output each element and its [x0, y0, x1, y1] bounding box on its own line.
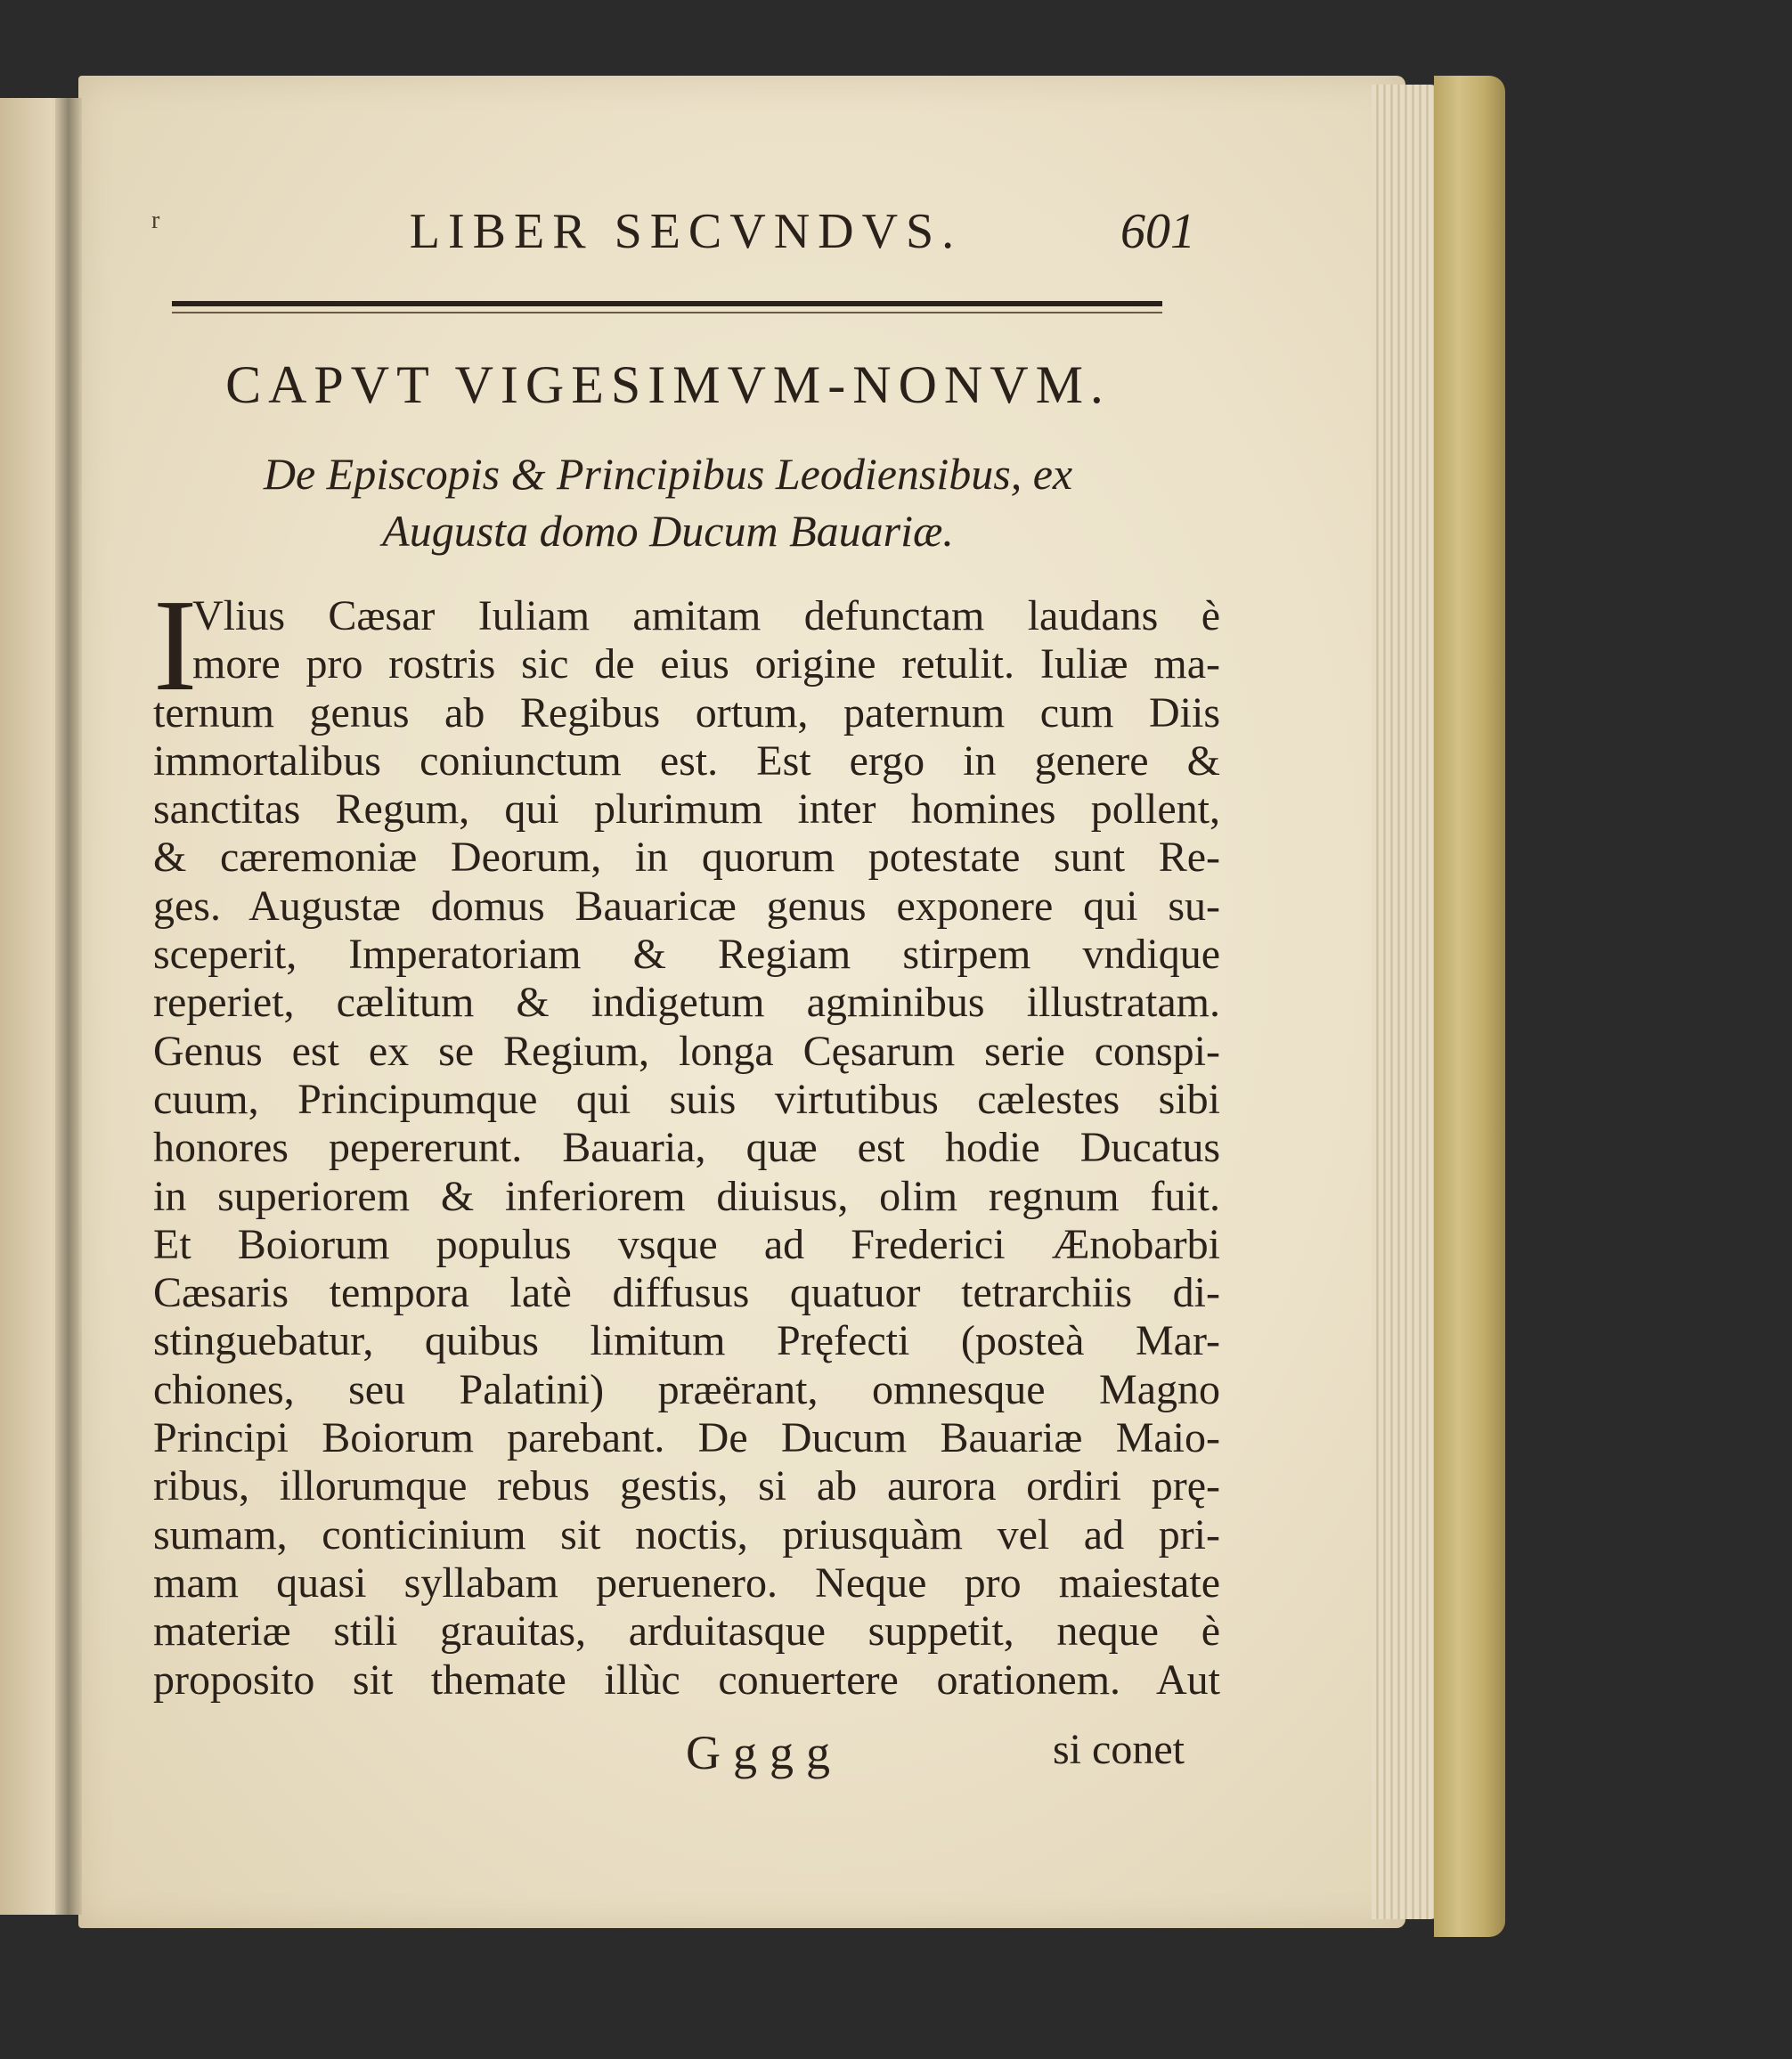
text-line: cuum, Principumque qui suis virtutibus cælestes sibi — [153, 1075, 1220, 1123]
text-line: Vlius Cæsar Iuliam amitam defunctam laudans è — [192, 592, 1220, 639]
text-line: sumam, conticinium sit noctis, priusquàm vel ad pri- — [153, 1510, 1220, 1558]
text-line: ternum genus ab Regibus ortum, paternum cum Diis — [153, 688, 1220, 737]
text-line: ges. Augustæ domus Bauaricæ genus exponere qui su- — [153, 882, 1220, 930]
chapter-subtitle — [214, 445, 1122, 559]
header-rule — [172, 301, 1162, 306]
text-line: proposito sit themate illùc conuertere orationem. Aut — [153, 1656, 1220, 1704]
header-rule-thin — [172, 312, 1162, 313]
catchword: si conet — [1053, 1726, 1185, 1773]
text-line: in superiorem & inferiorem diuisus, olim regnum fuit. — [153, 1172, 1220, 1220]
signature-mark: Gggg — [686, 1726, 843, 1779]
text-line: reperiet, cælitum & indigetum agminibus illustratam. — [153, 979, 1220, 1027]
chapter-title: CAPVT VIGESIMVM-NONVM. — [225, 355, 1111, 414]
subtitle-line: De Episcopis & Principibus Leodiensibus, ex — [263, 449, 1073, 499]
text-line: sanctitas Regum, qui plurimum inter homines pollent, — [153, 785, 1220, 834]
corner-mark: r — [151, 207, 160, 234]
text-line: sceperit, Imperatoriam & Regiam stirpem vndique — [153, 931, 1220, 979]
text-line: more pro rostris sic de eius origine retulit. Iuliæ ma- — [192, 640, 1220, 688]
text-line: & cæremoniæ Deorum, in quorum potestate sunt Re- — [153, 834, 1220, 882]
text-line: materiæ stili grauitas, arduitasque suppetit, neque è — [153, 1607, 1220, 1656]
text-line: immortalibus coniunctum est. Est ergo in genere & — [153, 737, 1220, 785]
text-line: chiones, seu Palatini) præërant, omnesque Magno — [153, 1365, 1220, 1413]
text-line: Principi Boiorum parebant. De Ducum Bauariæ Maio- — [153, 1414, 1220, 1462]
text-line: Genus est ex se Regium, longa Cęsarum serie conspi- — [153, 1027, 1220, 1075]
text-line: stinguebatur, quibus limitum Pręfecti (posteà Mar- — [153, 1317, 1220, 1365]
page-number: 601 — [1120, 204, 1195, 259]
running-head: LIBER SECVNDVS. — [409, 204, 963, 259]
text-line: mam quasi syllabam peruenero. Neque pro maiestate — [153, 1558, 1220, 1607]
drop-cap: I — [153, 573, 198, 719]
text-line: honores pepererunt. Bauaria, quæ est hodie Ducatus — [153, 1124, 1220, 1172]
text-line: Cæsaris tempora latè diffusus quatuor tetrarchiis di- — [153, 1269, 1220, 1317]
subtitle-line: Augusta domo Ducum Bauariæ. — [382, 506, 954, 556]
text-line: ribus, illorumque rebus gestis, si ab aurora ordiri prę- — [153, 1462, 1220, 1510]
text-line: Et Boiorum populus vsque ad Frederici Ænobarbi — [153, 1220, 1220, 1268]
body-text — [153, 573, 1220, 1705]
